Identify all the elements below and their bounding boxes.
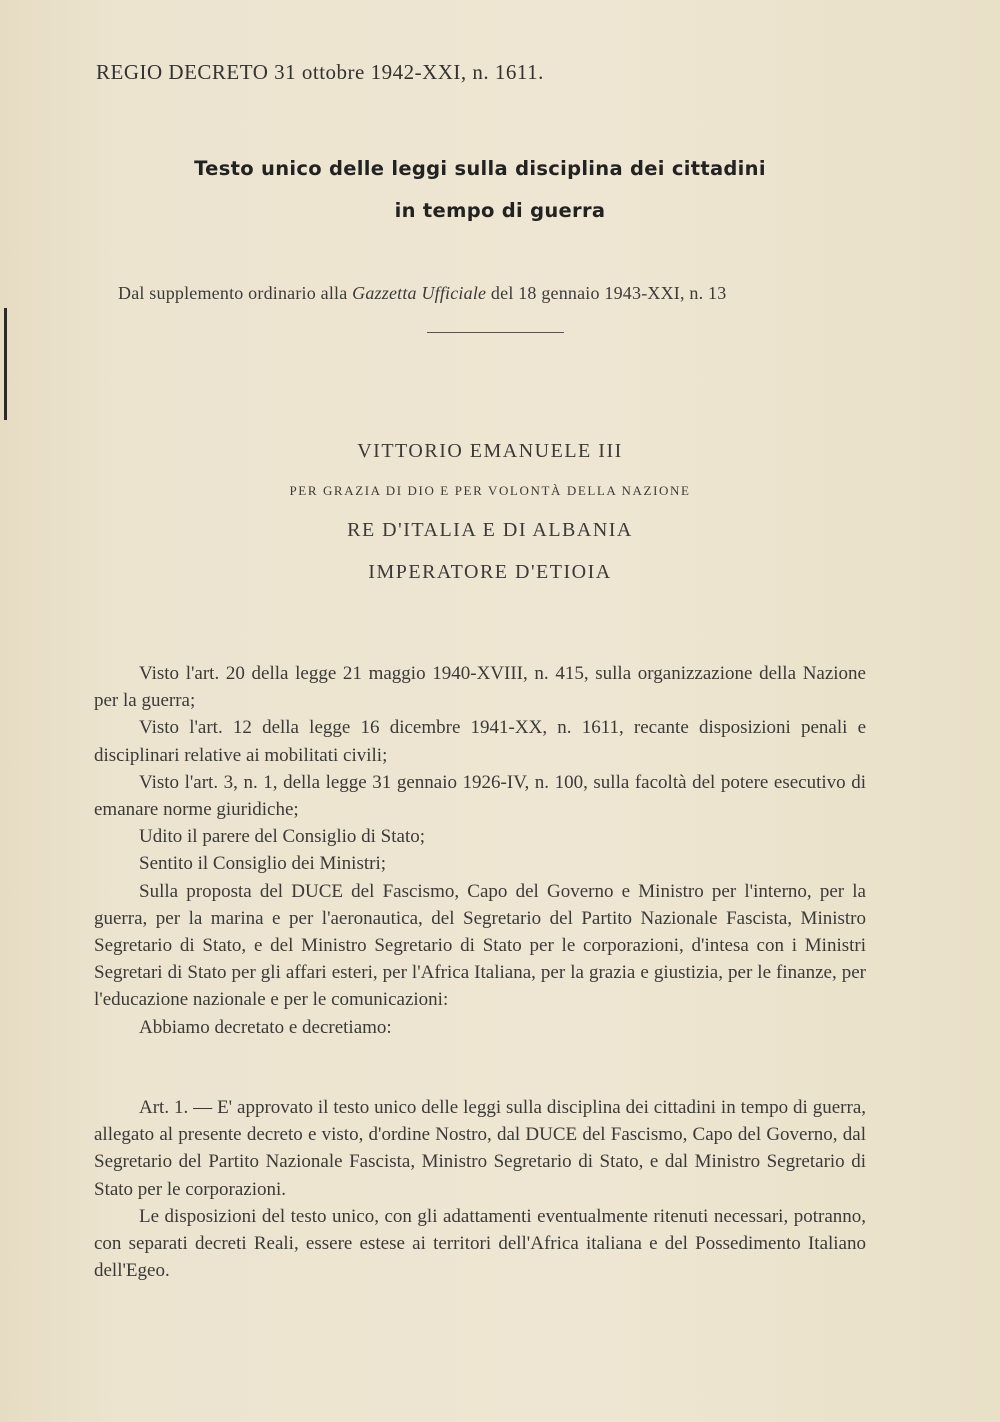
preamble-paragraph: Udito il parere del Consiglio di Stato; — [139, 826, 426, 848]
sovereign-kingdom: RE D'ITALIA E DI ALBANIA — [347, 519, 633, 541]
sovereign-name: VITTORIO EMANUELE III — [357, 440, 623, 462]
preamble-paragraph: Visto l'art. 3, n. 1, della legge 31 gennaio 1926-IV, n. 100, sulla facoltà del potere esecutivo di emanare norme giuridiche; — [94, 771, 866, 821]
binding-mark — [4, 308, 7, 420]
source-suffix: del 18 gennaio 1943-XXI, n. 13 — [486, 283, 727, 303]
preamble-paragraph: Sentito il Consiglio dei Ministri; — [139, 853, 387, 875]
sovereign-emperor: IMPERATORE D'ETIOIA — [368, 561, 612, 583]
decree-header: REGIO DECRETO 31 ottobre 1942-XXI, n. 1611. — [96, 60, 544, 84]
preamble — [94, 660, 866, 1041]
separator-rule — [427, 332, 564, 333]
article-paragraph: Art. 1. — E' approvato il testo unico delle leggi sulla disciplina dei cittadini in tempo di guerra, allegato al presente decreto e visto, d'ordine Nostro, dal DUCE del Fascismo, Capo del Governo, dal Segretario del Partito Nazionale Fascista, Ministro Segretario di Stato, e dal Ministro Segretario di Stato per le corporazioni. — [94, 1097, 866, 1200]
source-publication: Gazzetta Ufficiale — [352, 283, 487, 303]
preamble-paragraph: Sulla proposta del DUCE del Fascismo, Capo del Governo e Ministro per l'interno, per la guerra, per la marina e per l'aeronautica, del Segretario del Partito Nazionale Fascista, Ministro Segretario di Stato, e del Ministro Segretario di Stato per le corporazioni, d'intesa con i Ministri Segretari di Stato per gli affari esteri, per l'Africa Italiana, per la grazia e giustizia, per le finanze, per l'educazione nazionale e per le comunicazioni: — [94, 880, 866, 1011]
source-prefix: Dal supplemento ordinario alla — [118, 283, 353, 303]
articles — [94, 1094, 866, 1284]
source-note — [118, 283, 726, 304]
title-line-1: Testo unico delle leggi sulla disciplina dei cittadini — [194, 157, 766, 180]
article-paragraph: Le disposizioni del testo unico, con gli adattamenti eventualmente ritenuti necessari, potranno, con separati decreti Reali, essere estese ai territori dell'Africa italiana e del Possedimento Italiano dell'Egeo. — [94, 1205, 866, 1282]
sovereign-grace: PER GRAZIA DI DIO E PER VOLONTÀ DELLA NAZIONE — [289, 483, 691, 498]
preamble-paragraph: Abbiamo decretato e decretiamo: — [139, 1016, 392, 1038]
title-line-2: in tempo di guerra — [394, 199, 606, 222]
preamble-paragraph: Visto l'art. 12 della legge 16 dicembre 1941-XX, n. 1611, recante disposizioni penali e disciplinari relative ai mobilitati civili; — [94, 717, 866, 766]
preamble-paragraph: Visto l'art. 20 della legge 21 maggio 1940-XVIII, n. 415, sulla organizzazione della Nazione per la guerra; — [94, 663, 866, 712]
